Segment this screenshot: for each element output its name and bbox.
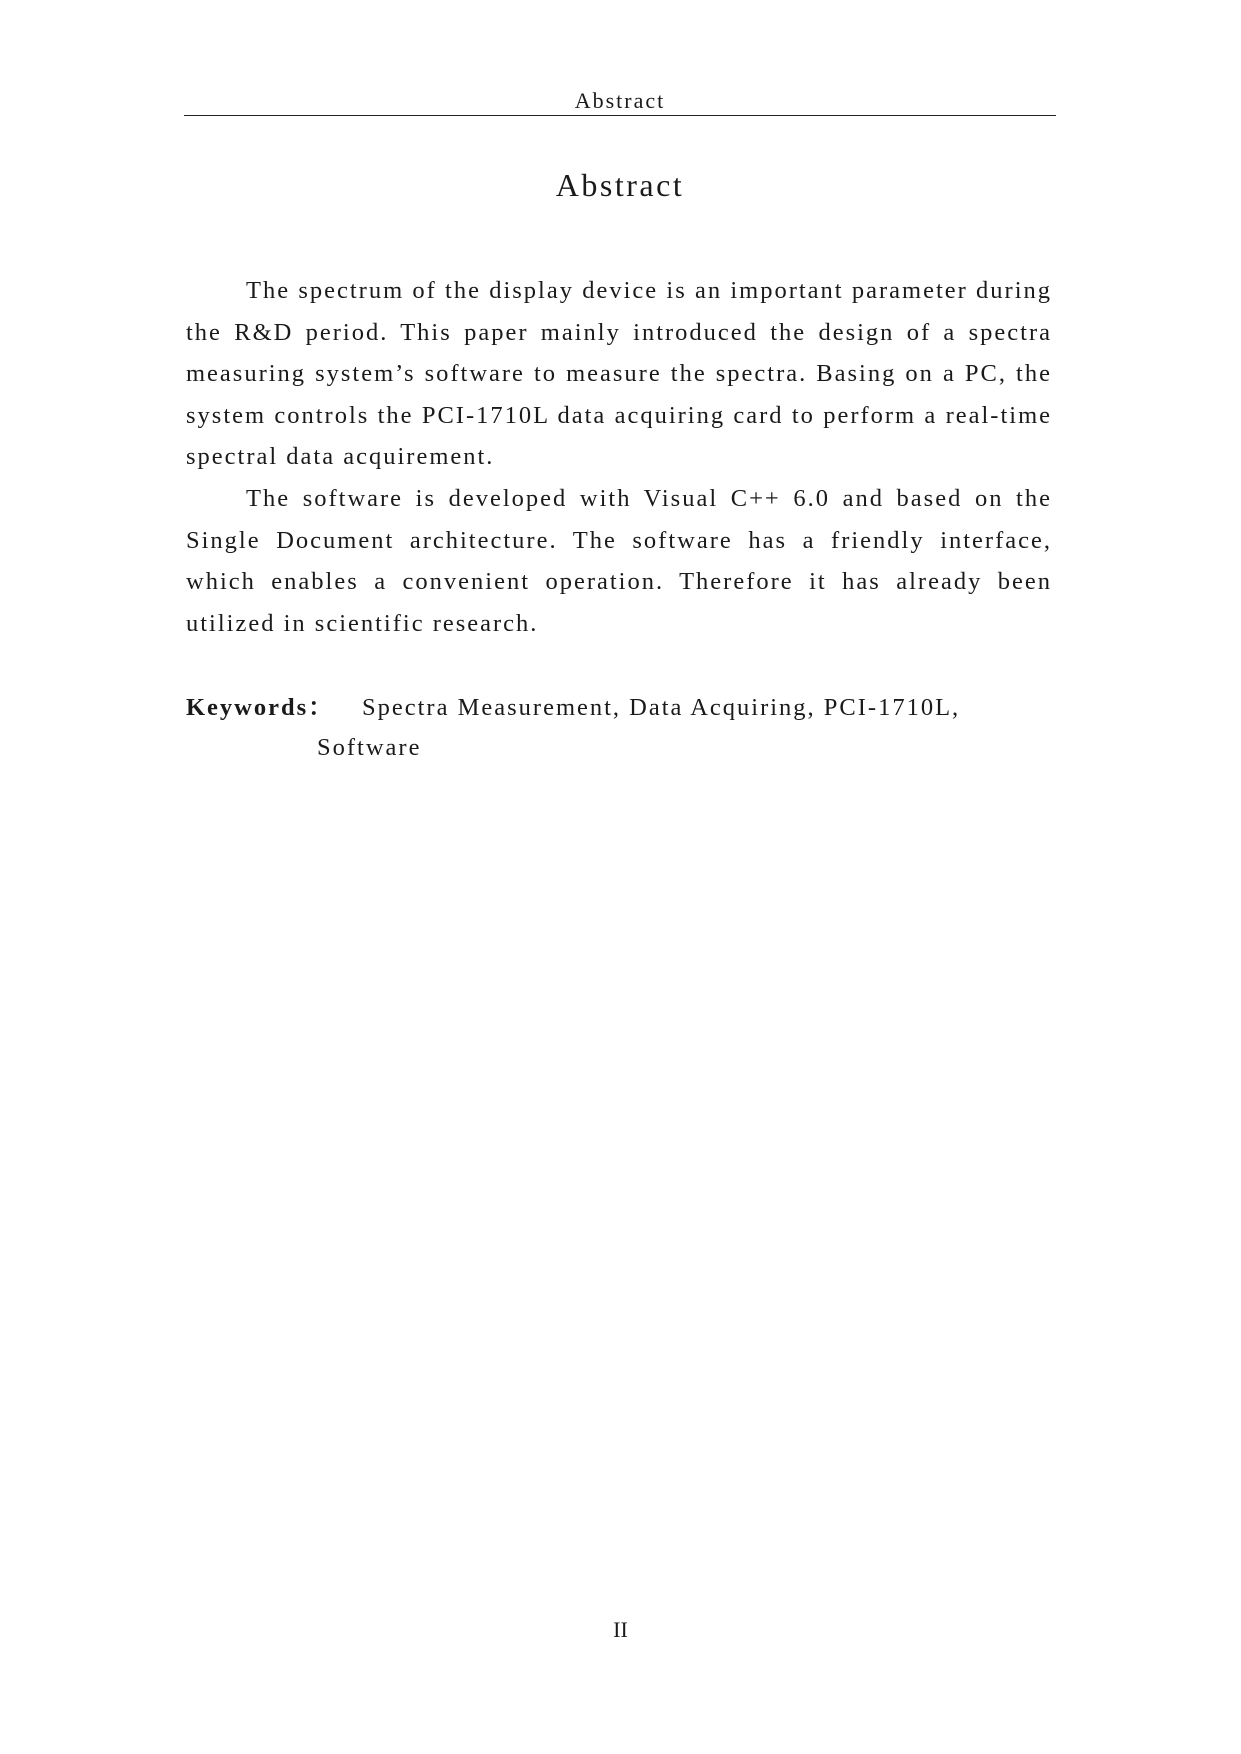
header-rule [184, 115, 1056, 116]
abstract-body [186, 270, 1052, 644]
abstract-paragraph-2: The software is developed with Visual C++ 6.0 and based on the Single Document architecture. The software has a friendly interface, which enables a convenient operation. Therefore it has already been utilized in scientific research. [186, 484, 1052, 637]
running-header: Abstract [574, 88, 666, 113]
page-title: Abstract [555, 167, 685, 203]
keywords-value: Spectra Measurement, Data Acquiring, PCI-1710L, Software [317, 694, 961, 761]
abstract-paragraph-1: The spectrum of the display device is an important parameter during the R&D period. This paper mainly introduced the design of a spectra measuring system’s software to measure the spectra. Basing on a PC, the system controls the PCI-1710L data acquiring card to perform a real-time spectral data acquirement. [186, 277, 1052, 471]
page-number: II [613, 1617, 628, 1642]
keywords-label: Keywords： [186, 694, 335, 721]
keywords-line [186, 688, 1052, 768]
